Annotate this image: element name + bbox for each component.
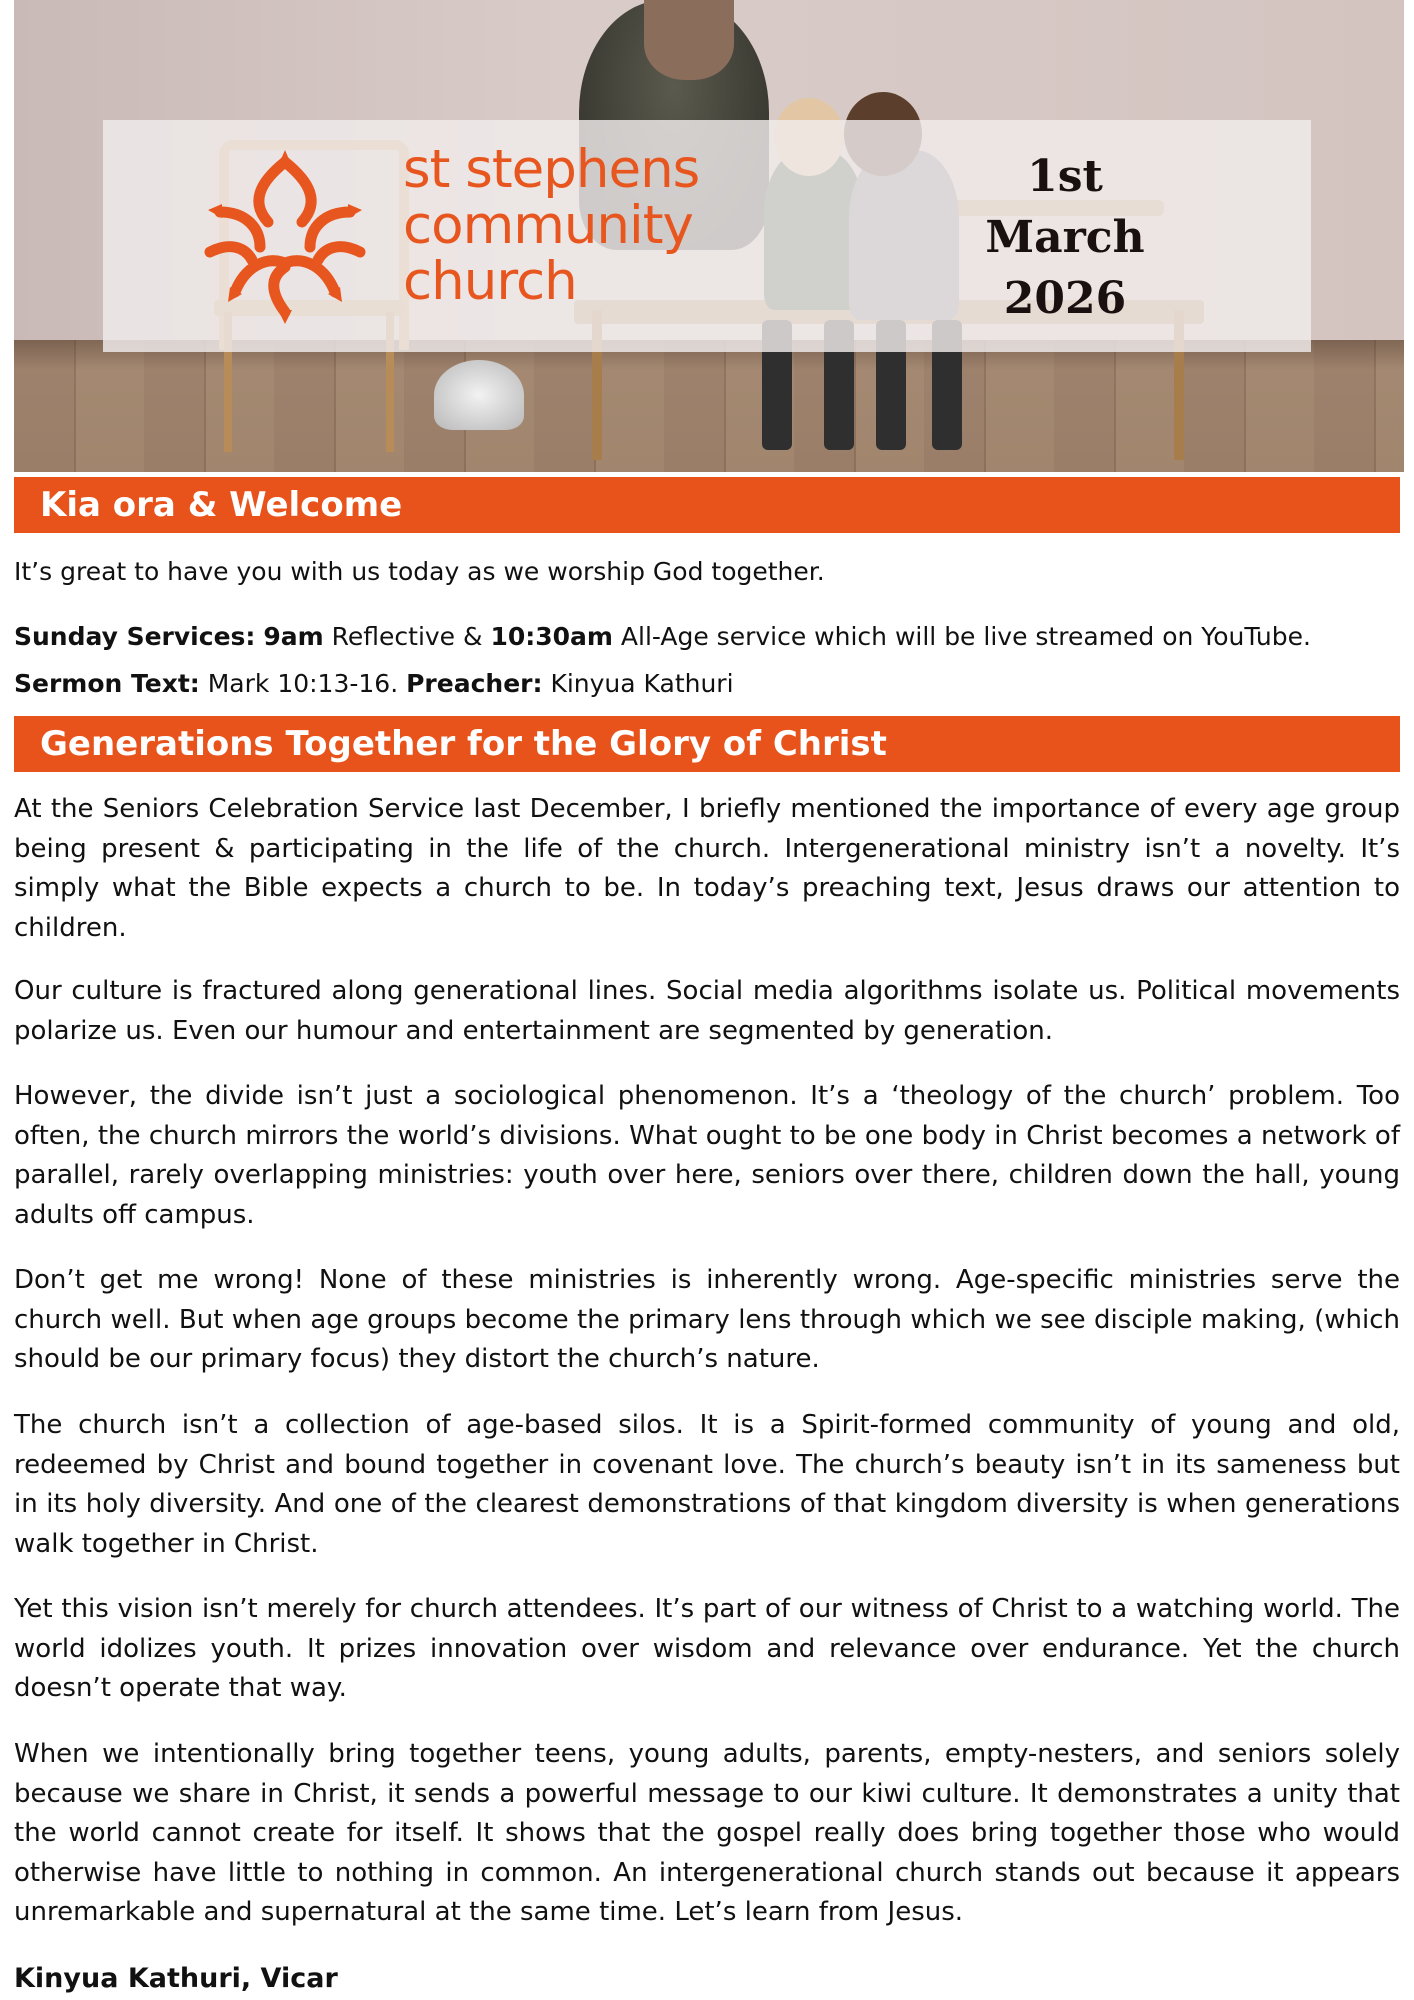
article-paragraph: At the Seniors Celebration Service last December, I briefly mentioned the importance of every age group being present & participating in the life of the church. Intergenerational ministry isn’t a novelty. It’s simply what the Bible expects a church to be. In today’s preaching text, Jesus draws our attention to children.: [14, 794, 1400, 943]
article-paragraph: Don’t get me wrong! None of these ministries is inherently wrong. Age-specific ministries serve the church well. But when age groups become the primary lens through which we see disciple making, (which should be our primary focus) they distort the church’s nature.: [14, 1265, 1400, 1374]
service-times: Sunday Services: 9am Reflective & 10:30am All-Age service which will be live streamed on YouTube.: [14, 622, 1311, 651]
author-signature: Kinyua Kathuri, Vicar: [14, 1963, 338, 1994]
article-paragraph: Our culture is fractured along generational lines. Social media algorithms isolate us. Political movements polarize us. Even our humour and entertainment are segmented by generation.: [14, 976, 1400, 1046]
article-paragraph: When we intentionally bring together teens, young adults, parents, empty-nesters, and seniors solely because we share in Christ, it sends a powerful message to our kiwi culture. It demonstrates a unity that the world cannot create for itself. It shows that the gospel really does bring together those who would otherwise have little to nothing in common. An intergenerational church stands out because it appears unremarkable and supernatural at the same time. Let’s learn from Jesus.: [14, 1739, 1400, 1927]
church-name-wordmark: st stephens community church: [403, 139, 700, 312]
article-paragraph: However, the divide isn’t just a sociological phenomenon. It’s a ‘theology of the church’ problem. Too often, the church mirrors the world’s divisions. What ought to be one body in Christ becomes a network of parallel, rarely overlapping ministries: youth over here, seniors over there, children down the hall, young adults off campus.: [14, 1081, 1400, 1230]
welcome-intro: It’s great to have you with us today as we worship God together.: [14, 557, 825, 586]
bulletin-date: 1st March 2026: [985, 151, 1145, 324]
article-heading: Generations Together for the Glory of Christ: [14, 716, 1400, 772]
article-paragraph: Yet this vision isn’t merely for church attendees. It’s part of our witness of Christ to a watching world. The world idolizes youth. It prizes innovation over wisdom and relevance over endurance. Yet the church doesn’t operate that way.: [14, 1594, 1400, 1703]
article-paragraph: The church isn’t a collection of age-based silos. It is a Spirit-formed community of young and old, redeemed by Christ and bound together in covenant love. The church’s beauty isn’t in its sameness but in its holy diversity. And one of the clearest demonstrations of that kingdom diversity is when generations walk together in Christ.: [14, 1410, 1400, 1559]
sermon-info: Sermon Text: Mark 10:13-16. Preacher: Kinyua Kathuri: [14, 669, 734, 698]
welcome-heading: Kia ora & Welcome: [14, 477, 1400, 533]
church-logo-icon: [190, 142, 380, 332]
